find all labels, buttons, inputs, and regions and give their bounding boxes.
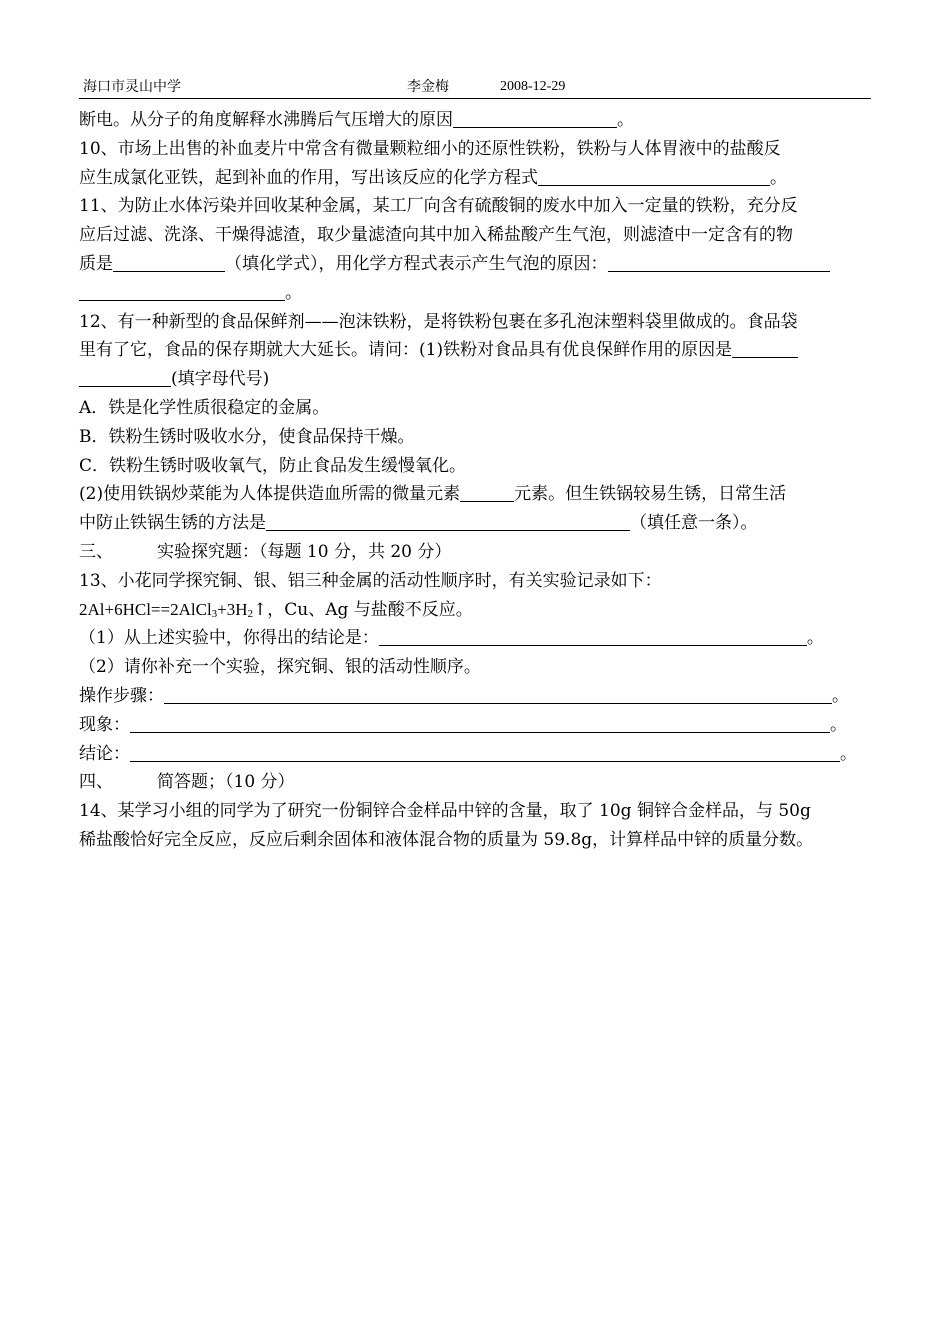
text-run: B．铁粉生锈时吸收水分，使食品保持干燥。 (79, 426, 415, 447)
text-line (79, 653, 875, 682)
option-c (79, 452, 875, 481)
text-run: 。 (285, 282, 302, 303)
answer-blank[interactable] (79, 368, 171, 387)
question-10 (79, 135, 875, 164)
answer-blank[interactable] (266, 512, 630, 531)
answer-blank[interactable] (460, 483, 514, 502)
operation-steps (79, 682, 875, 711)
answer-blank[interactable] (130, 714, 830, 733)
text-line (79, 106, 875, 135)
answer-blank[interactable] (164, 685, 832, 704)
text-run: （填任意一条）。 (630, 513, 758, 534)
text-run: 稀盐酸恰好完全反应，反应后剩余固体和液体混合物的质量为 59.8g，计算样品中锌的质量分数。 (79, 829, 814, 850)
text-run: 10、市场上出售的补血麦片中常含有微量颗粒细小的还原性铁粉，铁粉与人体胃液中的盐酸反 (79, 138, 781, 159)
text-run: 。 (840, 743, 857, 764)
text-run: 断电。从分子的角度解释水沸腾后气压增大的原因 (79, 110, 453, 130)
answer-blank[interactable] (130, 743, 840, 762)
equation-part: 2Al+6HCl==2AlCl (79, 599, 212, 619)
text-line (79, 365, 875, 394)
text-run: A．铁是化学性质很稳定的金属。 (79, 397, 330, 418)
answer-blank[interactable] (379, 627, 807, 646)
section-number: 三、 (79, 541, 113, 562)
page-header (79, 78, 871, 99)
text-run: 11、为防止水体污染并回收某种金属，某工厂向含有硫酸铜的废水中加入一定量的铁粉，充分反 (79, 196, 798, 217)
text-line (79, 480, 875, 509)
document-body (79, 106, 875, 855)
equation-subscript: 2 (247, 607, 254, 620)
question-14 (79, 797, 875, 826)
text-line (79, 624, 875, 653)
text-run: (填字母代号) (171, 369, 270, 390)
header-author: 李金梅 (407, 79, 449, 95)
text-run: 元素。但生铁锅较易生锈，日常生活 (514, 484, 787, 505)
question-13 (79, 567, 875, 596)
field-label: 结论： (79, 743, 130, 764)
text-run: 13、小花同学探究铜、银、铝三种金属的活动性顺序时，有关实验记录如下： (79, 570, 662, 591)
field-label: 现象： (79, 714, 130, 735)
text-run: 中防止铁锅生锈的方法是 (79, 513, 266, 534)
section-title: 简答题；（10 分） (157, 772, 295, 793)
text-run: 。 (830, 714, 847, 735)
text-line (79, 250, 875, 279)
phenomenon (79, 711, 875, 740)
conclusion (79, 740, 875, 769)
question-12 (79, 308, 875, 337)
text-run: C．铁粉生锈时吸收氧气，防止食品发生缓慢氧化。 (79, 455, 467, 476)
equation-part: +3H (217, 599, 248, 619)
text-line (79, 164, 875, 193)
answer-blank[interactable] (608, 253, 830, 272)
text-run: （1）从上述实验中，你得出的结论是： (79, 628, 379, 649)
answer-blank[interactable] (113, 253, 225, 272)
section-title: 实验探究题：（每题 10 分，共 20 分） (157, 541, 452, 562)
text-line (79, 221, 875, 250)
text-run: 。 (832, 685, 849, 706)
field-label: 操作步骤： (79, 685, 164, 706)
text-line (79, 279, 875, 308)
equation-part: ↑，Cu、Ag 与盐酸不反应。 (253, 599, 473, 620)
section-number: 四、 (79, 772, 113, 793)
question-11 (79, 192, 875, 221)
option-a (79, 394, 875, 423)
text-run: 12、有一种新型的食品保鲜剂——泡沫铁粉，是将铁粉包裹在多孔泡沫塑料袋里做成的。食品袋 (79, 311, 798, 332)
text-run: 里有了它，食品的保存期就大大延长。请问：(1)铁粉对食品具有优良保鲜作用的原因是 (79, 340, 733, 361)
answer-blank[interactable] (538, 167, 770, 186)
text-line (79, 826, 875, 855)
text-run: 应后过滤、洗涤、干燥得滤渣，取少量滤渣向其中加入稀盐酸产生气泡，则滤渣中一定含有的物 (79, 225, 793, 246)
text-run: （2）请你补充一个实验，探究铜、银的活动性顺序。 (79, 657, 481, 678)
text-line (79, 509, 875, 538)
answer-blank[interactable] (453, 109, 617, 128)
header-date: 2008-12-29 (500, 79, 566, 94)
text-run: 。 (806, 628, 824, 649)
option-b (79, 423, 875, 452)
text-run: 。 (617, 110, 634, 130)
text-line (79, 336, 875, 365)
equation-subscript: 3 (211, 607, 218, 620)
answer-blank[interactable] (732, 339, 798, 358)
text-run: 质是 (79, 253, 113, 274)
section-4-heading (79, 768, 875, 797)
text-run: 14、某学习小组的同学为了研究一份铜锌合金样品中锌的含量，取了 10g 铜锌合金样品，与 50g (79, 801, 811, 822)
text-run: 。 (770, 167, 787, 188)
section-3-heading (79, 538, 875, 567)
text-run: 应生成氯化亚铁，起到补血的作用，写出该反应的化学方程式 (79, 167, 538, 188)
answer-blank[interactable] (79, 282, 285, 301)
header-school: 海口市灵山中学 (83, 79, 181, 95)
text-run: (2)使用铁锅炒菜能为人体提供造血所需的微量元素 (79, 484, 461, 505)
chemical-equation (79, 596, 875, 625)
text-run: （填化学式），用化学方程式表示产生气泡的原因： (225, 253, 608, 274)
